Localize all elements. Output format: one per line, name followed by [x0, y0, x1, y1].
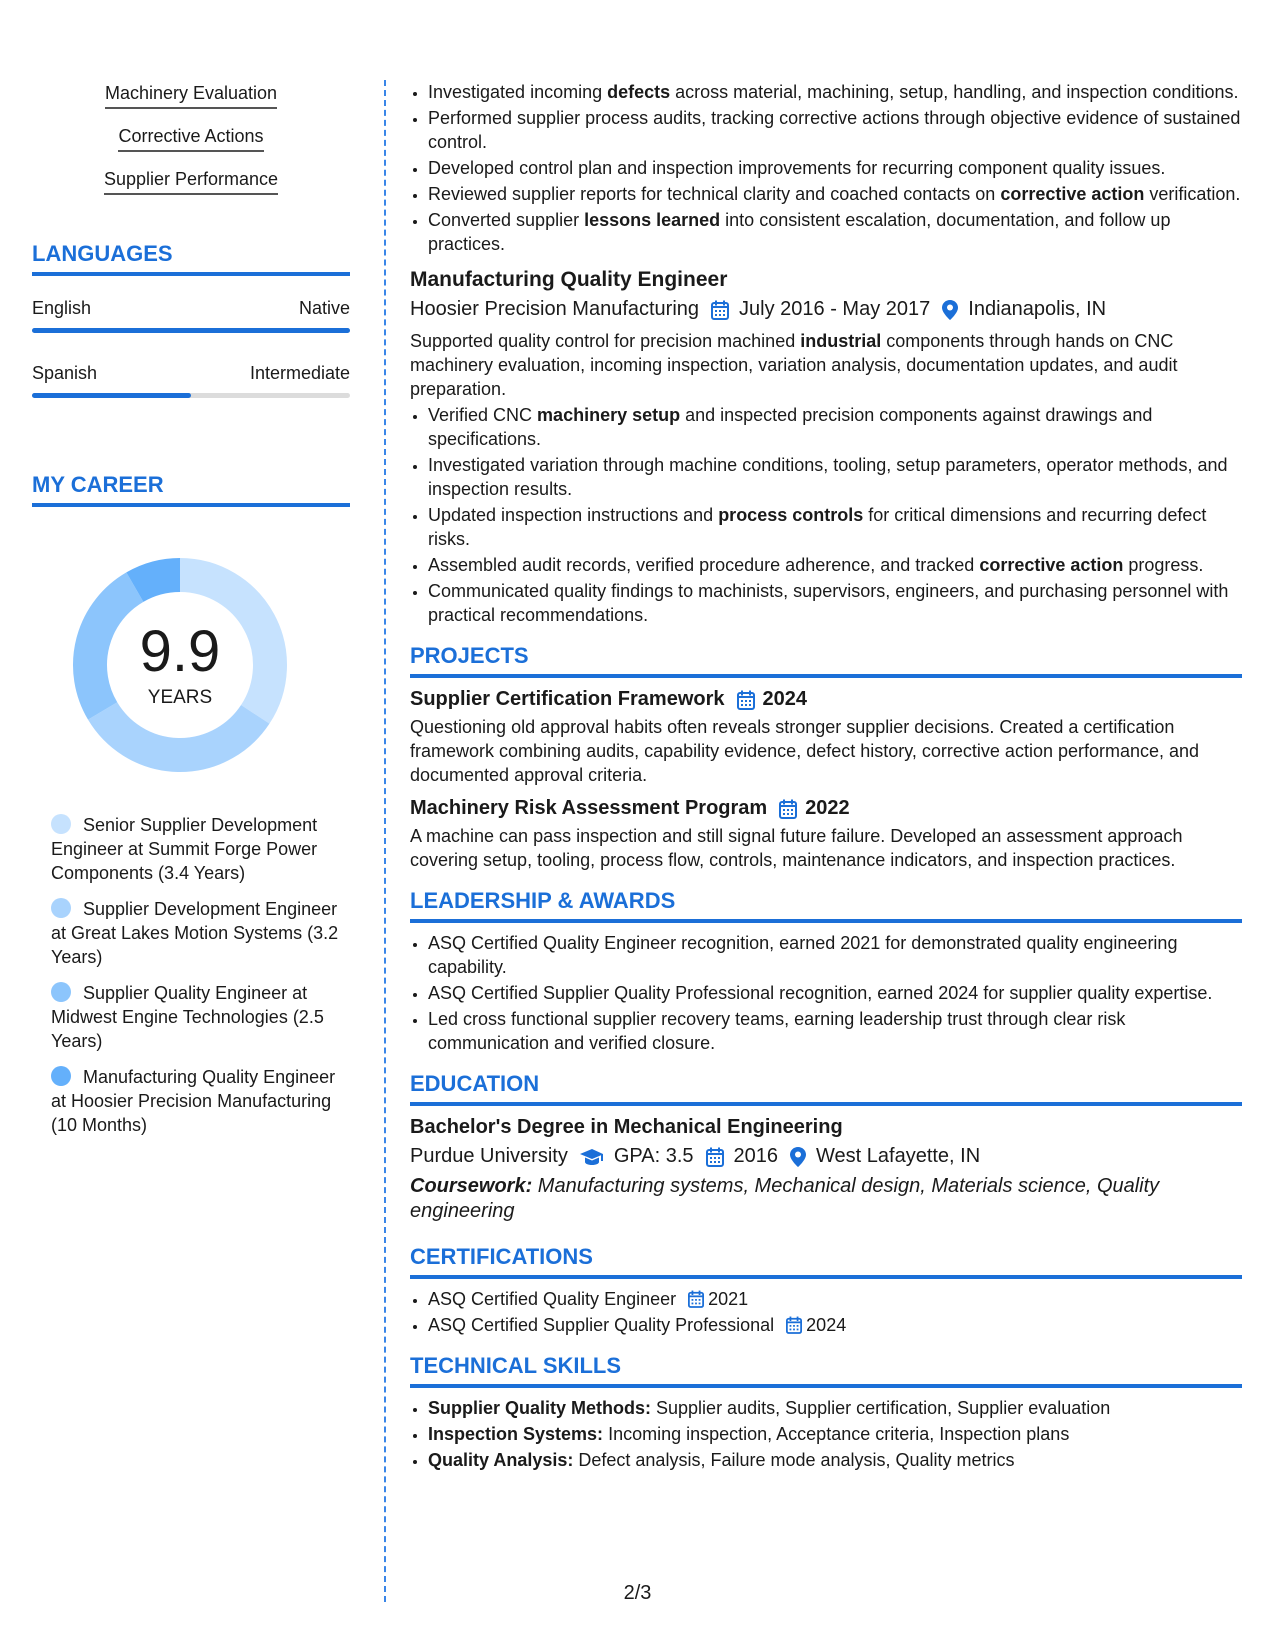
career-legend: [32, 813, 350, 1137]
bullet: • Led cross functional supplier recovery teams, earning leadership trust through clear risk communication and verified closure.: [428, 1007, 1242, 1055]
certification-item: • ASQ Certified Supplier Quality Professional 2024: [428, 1313, 1242, 1337]
language-level: Native: [298, 298, 350, 318]
bullet: • Developed control plan and inspection improvements for recurring component quality issues.: [428, 156, 1242, 180]
bullet: • Investigated variation through machine conditions, tooling, setup parameters, operator methods, and inspection results.: [428, 453, 1242, 501]
job-dates: July 2016 - May 2017: [739, 298, 931, 320]
project-item: [410, 688, 1242, 787]
project-year: 2022: [805, 797, 850, 819]
career-heading: MY CAREER: [32, 472, 350, 507]
leadership-heading: LEADERSHIP & AWARDS: [410, 888, 1242, 923]
job-bullets: [410, 403, 1242, 627]
skill-item: • Quality Analysis: Defect analysis, Failure mode analysis, Quality metrics: [428, 1448, 1242, 1472]
bullet: • Communicated quality findings to machinists, supervisors, engineers, and purchasing personnel with practical recommendations.: [428, 579, 1242, 627]
experience-continued-bullets: [410, 80, 1242, 256]
certification-item: • ASQ Certified Quality Engineer 2021: [428, 1287, 1242, 1311]
certifications-heading: CERTIFICATIONS: [410, 1244, 1242, 1279]
skills-list: [410, 1396, 1242, 1472]
career-item-text: Supplier Quality Engineer at Midwest Engine Technologies (2.5 Years): [51, 983, 324, 1051]
school: Purdue University: [410, 1145, 568, 1167]
school-location: West Lafayette, IN: [816, 1145, 981, 1167]
keyword: Corrective Actions: [118, 125, 263, 152]
languages-heading: LANGUAGES: [32, 241, 350, 276]
job-meta: [410, 298, 1242, 321]
column-divider: [384, 80, 386, 1602]
bullet: • Investigated incoming defects across material, machining, setup, handling, and inspection conditions.: [428, 80, 1242, 104]
gpa: GPA: 3.5: [613, 1145, 694, 1167]
project-desc: A machine can pass inspection and still signal future failure. Developed an assessment approach covering setup, tooling, process flow, controls, maintenance indicators, and inspection practices.: [410, 826, 1183, 870]
language-item: [32, 363, 350, 398]
main-content: [410, 80, 1242, 1474]
career-item-text: Manufacturing Quality Engineer at Hoosier Precision Manufacturing (10 Months): [51, 1067, 336, 1135]
calendar-icon: [779, 799, 797, 819]
career-donut-chart: [66, 551, 294, 779]
job-location: Indianapolis, IN: [968, 298, 1107, 320]
bullet: • Assembled audit records, verified procedure adherence, and tracked corrective action progress.: [428, 553, 1242, 577]
job-company: Hoosier Precision Manufacturing: [410, 298, 700, 320]
graduation-year: 2016: [733, 1145, 779, 1167]
page-number: 2/3: [623, 1582, 652, 1604]
keyword: Supplier Performance: [104, 168, 278, 195]
bullet: • Reviewed supplier reports for technical clarity and coached contacts on corrective action verification.: [428, 182, 1242, 206]
location-pin-icon: [942, 300, 958, 320]
calendar-icon: [737, 690, 755, 710]
project-title: Machinery Risk Assessment Program: [410, 797, 768, 819]
donut-center: [66, 551, 294, 779]
language-name: Spanish: [32, 363, 98, 383]
sidebar: [32, 82, 350, 1149]
education-heading: EDUCATION: [410, 1071, 1242, 1106]
coursework: Coursework: Manufacturing systems, Mechanical design, Materials science, Quality engineering: [410, 1175, 1160, 1222]
degree: Bachelor's Degree in Mechanical Engineering: [410, 1116, 843, 1138]
language-bar-fill: [32, 393, 191, 398]
legend-dot: [51, 982, 71, 1002]
language-item: [32, 298, 350, 333]
skills-heading: TECHNICAL SKILLS: [410, 1353, 1242, 1388]
bullet: • ASQ Certified Quality Engineer recognition, earned 2021 for demonstrated quality engineering capability.: [428, 931, 1242, 979]
bullet: • Performed supplier process audits, tracking corrective actions through objective evidence of sustained control.: [428, 106, 1242, 154]
career-item-text: Supplier Development Engineer at Great Lakes Motion Systems (3.2 Years): [51, 899, 339, 967]
language-name: English: [32, 298, 92, 318]
calendar-icon: [688, 1290, 704, 1308]
career-item: [51, 981, 350, 1053]
job-summary: Supported quality control for precision machined industrial components through hands on CNC machinery evaluation, incoming inspection, variation analysis, documentation updates, and audit preparation.: [410, 331, 1178, 399]
career-item-text: Senior Supplier Development Engineer at Summit Forge Power Components (3.4 Years): [51, 815, 318, 883]
language-bar: [32, 328, 350, 333]
calendar-icon: [786, 1316, 802, 1334]
skill-item: • Inspection Systems: Incoming inspection, Acceptance criteria, Inspection plans: [428, 1422, 1242, 1446]
legend-dot: [51, 814, 71, 834]
location-pin-icon: [790, 1147, 806, 1167]
career-total: 9.9: [139, 619, 221, 684]
language-bar: [32, 393, 350, 398]
leadership-list: [410, 931, 1242, 1055]
education-meta: [410, 1145, 1242, 1168]
projects-heading: PROJECTS: [410, 643, 1242, 678]
bullet: • ASQ Certified Supplier Quality Professional recognition, earned 2024 for supplier quality expertise.: [428, 981, 1242, 1005]
language-bar-fill: [32, 328, 350, 333]
keyword-list: [32, 82, 350, 211]
project-year: 2024: [762, 688, 808, 710]
bullet: • Updated inspection instructions and process controls for critical dimensions and recurring defect risks.: [428, 503, 1242, 551]
project-desc: Questioning old approval habits often reveals stronger supplier decisions. Created a certification framework combining audits, capability evidence, defect history, corrective action performance, and documented approval criteria.: [410, 717, 1200, 785]
bullet: • Converted supplier lessons learned into consistent escalation, documentation, and follow up practices.: [428, 208, 1242, 256]
legend-dot: [51, 898, 71, 918]
career-item: [51, 897, 350, 969]
calendar-icon: [706, 1147, 724, 1167]
language-level: Intermediate: [249, 363, 350, 383]
project-title: Supplier Certification Framework: [410, 688, 725, 710]
career-unit: YEARS: [147, 687, 213, 708]
keyword: Machinery Evaluation: [105, 82, 277, 109]
certification-list: [410, 1287, 1242, 1337]
project-item: [410, 797, 1242, 872]
bullet: • Verified CNC machinery setup and inspected precision components against drawings and specifications.: [428, 403, 1242, 451]
calendar-icon: [711, 300, 729, 320]
legend-dot: [51, 1066, 71, 1086]
graduation-cap-icon: [580, 1148, 604, 1166]
skill-item: • Supplier Quality Methods: Supplier audits, Supplier certification, Supplier evaluation: [428, 1396, 1242, 1420]
career-item: [51, 813, 350, 885]
job-title: Manufacturing Quality Engineer: [410, 268, 728, 291]
career-item: [51, 1065, 350, 1137]
